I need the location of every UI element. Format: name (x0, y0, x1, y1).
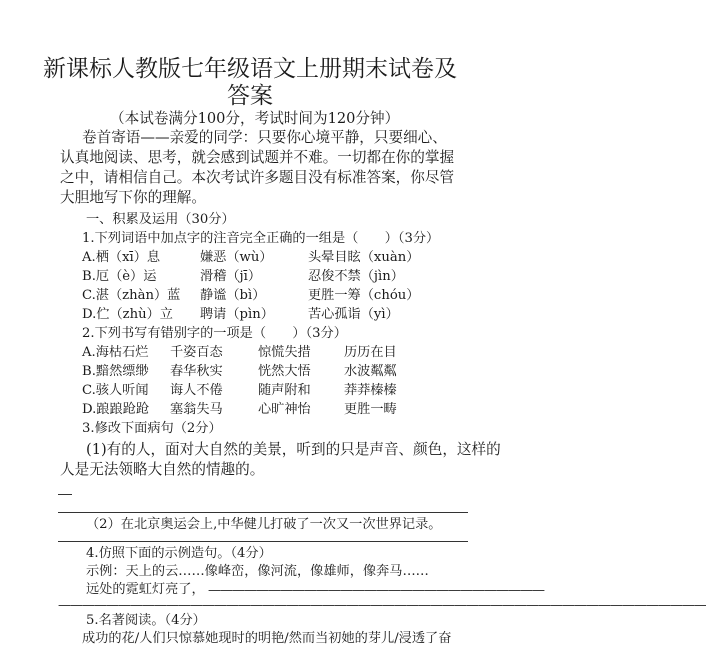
option-cell: 恍然大悟 (258, 364, 311, 379)
section-heading: 一、积累及运用（30分） (86, 212, 235, 227)
intro-line: 卷首寄语——亲爱的同学：只要你心境平静，只要细心、 (82, 129, 447, 146)
option-cell: 千姿百态 (170, 345, 223, 360)
question-stem: 5.名著阅读。（4分） (86, 613, 206, 628)
option-cell: 更胜一畴 (344, 402, 397, 417)
page-title: 新课标人教版七年级语文上册期末试卷及 (43, 56, 457, 82)
prompt-text: 远处的霓虹灯亮了， (86, 582, 205, 597)
subtitle: （本试卷满分100分，考试时间为120分钟） (110, 110, 400, 127)
answer-line (58, 494, 72, 495)
question-stem: 1.下列词语中加点字的注音完全正确的一组是（ ）（3分） (82, 231, 440, 246)
option-cell: B.厄（è）运 (82, 269, 157, 284)
page-title-continued: 答案 (227, 83, 273, 109)
option-cell: B.黯然缥缈 (82, 364, 149, 379)
option-cell: 莽莽榛榛 (344, 383, 397, 398)
option-cell: 心旷神怡 (258, 402, 311, 417)
option-cell: 嫌恶（wù） (200, 250, 273, 265)
option-cell: 春华秋实 (170, 364, 223, 379)
option-cell: C.湛（zhàn）蓝 (82, 288, 181, 303)
intro-line: 之中，请相信自己。本次考试许多题目没有标准答案，你尽管 (60, 169, 455, 186)
question-stem: 3.修改下面病句（2分） (82, 421, 222, 436)
sentence-text: 人是无法领略大自然的情趣的。 (60, 461, 265, 478)
option-cell: D.踉踉跄跄 (82, 402, 150, 417)
option-cell: 滑稽（jī） (200, 269, 262, 284)
intro-line: 大胆地写下你的理解。 (60, 189, 206, 206)
option-cell: 忍俊不禁（jìn） (308, 269, 404, 284)
question-stem: 2.下列书写有错别字的一项是（ ）（3分） (82, 326, 347, 341)
option-cell: 塞翁失马 (170, 402, 223, 417)
option-cell: 更胜一筹（chóu） (308, 288, 420, 303)
option-cell: 头晕目眩（xuàn） (308, 250, 420, 265)
option-cell: C.骇人听闻 (82, 383, 149, 398)
option-cell: 惊慌失措 (258, 345, 311, 360)
option-cell: 聘请（pìn） (200, 307, 274, 322)
fill-blank-line: —————————————————————————————————————————————————————— (58, 598, 706, 613)
option-cell: D.伫（zhù）立 (82, 307, 173, 322)
answer-line (58, 512, 468, 513)
fill-blank-line: ———————————————————————————— (208, 583, 544, 598)
poem-line: 成功的花/人们只惊慕她现时的明艳/然而当初她的芽儿/浸透了奋 (82, 631, 452, 646)
question-stem: 4.仿照下面的示例造句。（4分） (86, 546, 272, 561)
sentence-text: （2）在北京奥运会上,中华健儿打破了一次又一次世界记录。 (86, 517, 442, 532)
option-cell: A.海枯石烂 (82, 345, 149, 360)
sentence-text: (1)有的人，面对大自然的美景，听到的只是声音、颜色，这样的 (86, 441, 501, 458)
option-cell: 苦心孤诣（yì） (308, 307, 399, 322)
option-cell: 静谧（bì） (200, 288, 266, 303)
option-cell: A.栖（xī）息 (82, 250, 161, 265)
option-cell: 水波粼粼 (344, 364, 397, 379)
option-cell: 随声附和 (258, 383, 311, 398)
example-text: 示例：天上的云……像峰峦，像河流，像雄师，像奔马…… (86, 564, 429, 579)
intro-line: 认真地阅读、思考，就会感到试题并不难。一切都在你的掌握 (60, 149, 455, 166)
option-cell: 诲人不倦 (170, 383, 223, 398)
option-cell: 历历在目 (344, 345, 397, 360)
answer-line (58, 541, 468, 542)
